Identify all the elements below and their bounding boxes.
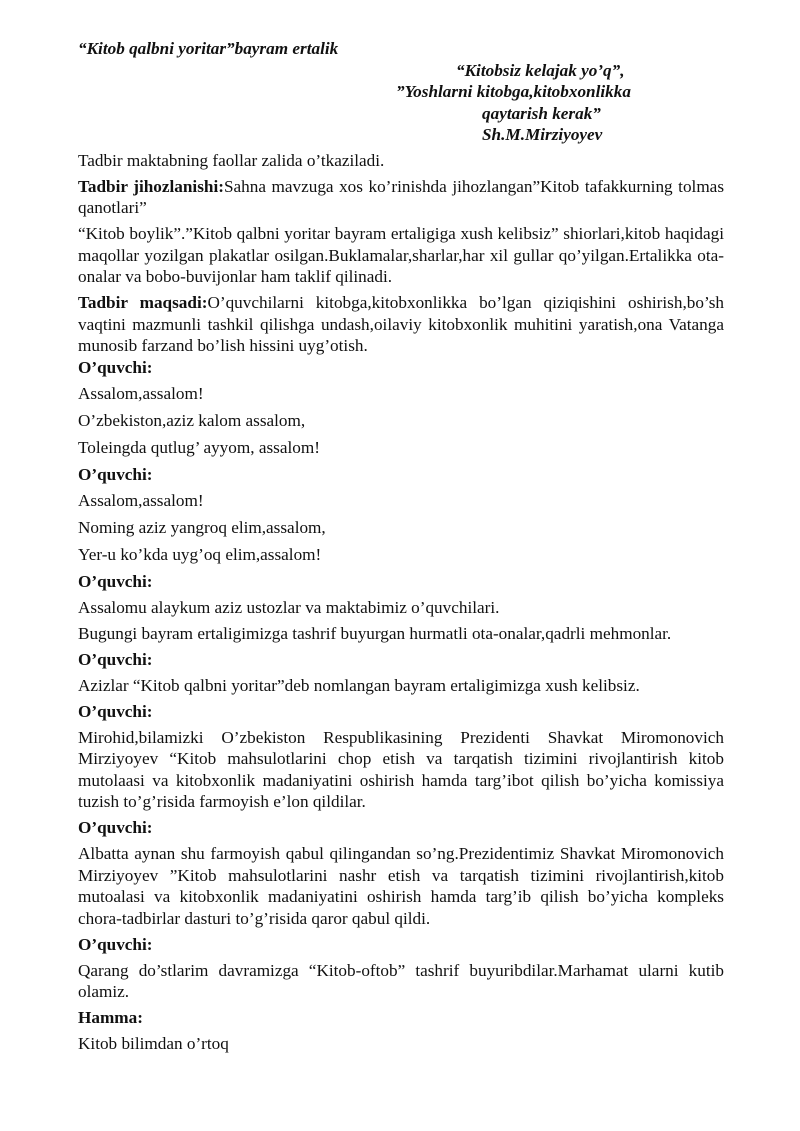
verse-line: Kitob bilimdan o’rtoq: [78, 1034, 229, 1053]
speaker-label: O’quvchi:: [78, 649, 153, 669]
speech-paragraph: Mirohid,bilamizki O’zbekiston Respublikasining Prezidenti Shavkat Miromonovich Mirziyoyev “Kitob mahsulotlarini chop etish va tarqatish tizimini rivojlantirish kitob mutolaasi va kitobxonlik madaniyatini oshirish hamda targ’ibot qilish bo’yicha komissiya tuzish to’g’risida farmoyish e’lon qildilar.: [78, 727, 724, 811]
speech-paragraph: Assalomu alaykum aziz ustozlar va maktabimiz o’quvchilari.: [78, 597, 500, 617]
speaker-label: O’quvchi:: [78, 357, 153, 377]
speaker-label: O’quvchi:: [78, 464, 153, 484]
preparation-label: Tadbir jihozlanishi:: [78, 176, 224, 196]
intro-paragraph: Tadbir maktabning faollar zalida o’tkaziladi.: [78, 150, 385, 170]
epigraph-line: “Kitobsiz kelajak yo’q”,: [456, 60, 625, 80]
document-title: “Kitob qalbni yoritar”bayram ertalik: [78, 39, 339, 58]
verse-line: O’zbekiston,aziz kalom assalom,: [78, 410, 306, 430]
epigraph: [78, 60, 724, 146]
preparation-paragraph: [78, 176, 724, 219]
speaker-label: Hamma:: [78, 1008, 143, 1027]
epigraph-line: qaytarish kerak”: [482, 103, 601, 123]
epigraph-line: ”Yoshlarni kitobga,kitobxonlikka: [396, 82, 631, 101]
speaker-label: O’quvchi:: [78, 934, 153, 954]
preparation-text: Sahna mavzuga xos ko’rinishda jihozlangan”Kitob tafakkurning tolmas qanotlari”: [78, 176, 725, 217]
speaker-label: O’quvchi:: [78, 701, 153, 721]
epigraph-line: Sh.M.Mirziyoyev: [482, 125, 603, 144]
verse-line: Assalom,assalom!: [78, 490, 204, 510]
slogans-paragraph: “Kitob boylik”.”Kitob qalbni yoritar bayram ertaligiga xush kelibsiz” shiorlari,kitob haqidagi maqollar yozilgan plakatlar osilgan.Buklamalar,sharlar,har xil gullar qo’yilgan.Ertalikka ota-onalar va bobo-buvijonlar ham taklif qilinadi.: [78, 224, 724, 286]
speech-paragraph: Azizlar “Kitob qalbni yoritar”deb nomlangan bayram ertaligimizga xush kelibsiz.: [78, 675, 640, 695]
speech-paragraph: Qarang do’stlarim davramizga “Kitob-oftob” tashrif buyuribdilar.Marhamat ularni kutib olamiz.: [78, 960, 724, 1001]
speaker-label: O’quvchi:: [78, 818, 153, 837]
goal-label: Tadbir maqsadi:: [78, 293, 208, 312]
speaker-label: O’quvchi:: [78, 571, 153, 591]
verse-line: Toleingda qutlug’ ayyom, assalom!: [78, 437, 320, 457]
goal-paragraph: [78, 292, 724, 357]
speech-paragraph: Bugungi bayram ertaligimizga tashrif buyurgan hurmatli ota-onalar,qadrli mehmonlar.: [78, 623, 672, 643]
speech-paragraph: Albatta aynan shu farmoyish qabul qilingandan so’ng.Prezidentimiz Shavkat Miromonovich Mirziyoyev ”Kitob mahsulotlarini nashr etish va tarqatish tizimini rivojlantirish,kitob mutoalasi va kitobxonlik madaniyatini oshirish hamda targ’ib qilish bo’yicha kompleks chora-tadbirlar dasturi to’g’risida qaror qabul qildi.: [78, 844, 724, 928]
verse-line: Assalom,assalom!: [78, 383, 204, 403]
verse-line: Noming aziz yangroq elim,assalom,: [78, 517, 326, 537]
goal-text: O’quvchilarni kitobga,kitobxonlikka bo’lgan qiziqishini oshirish,bo’sh vaqtini mazmunli tashkil qilishga undash,oilaviy kitobxonlik muhitini yaratish,ona Vatanga munosib farzand bo’lish hissini uyg’otish.: [78, 293, 725, 355]
verse-line: Yer-u ko’kda uyg’oq elim,assalom!: [78, 544, 322, 564]
